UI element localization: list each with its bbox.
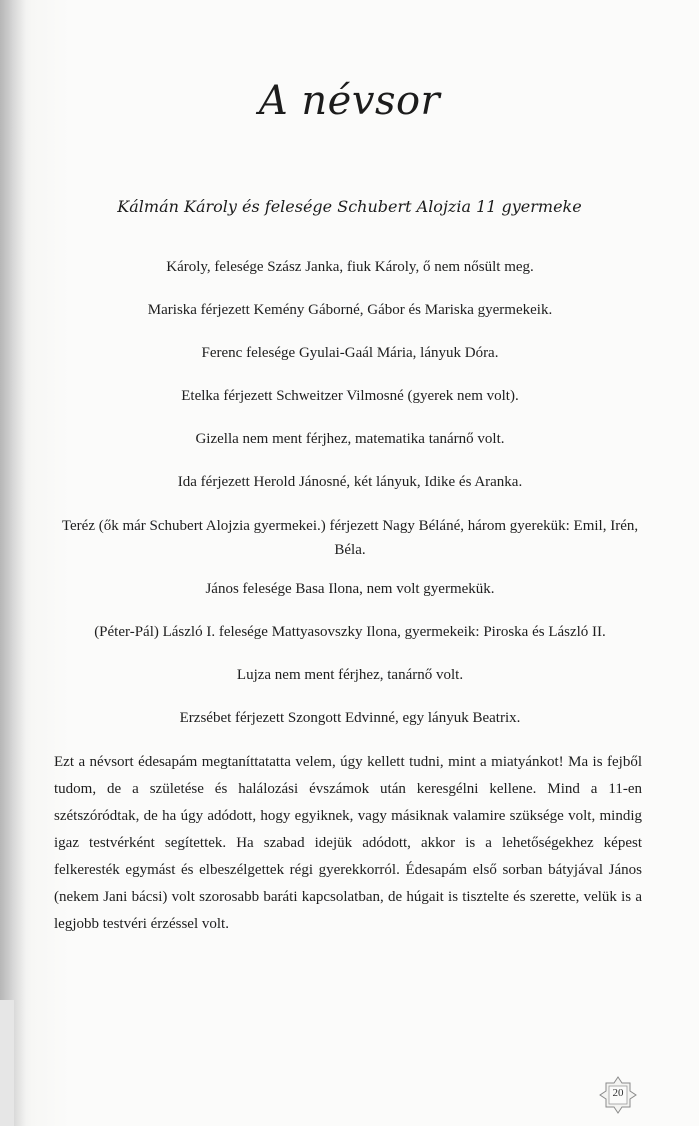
page-subtitle: Kálmán Károly és felesége Schubert Alojzia 11 gyermeke bbox=[117, 197, 582, 216]
name-entry-erzsebet: Erzsébet férjezett Szongott Edvinné, egy lányuk Beatrix. bbox=[179, 710, 521, 726]
name-entry-ida: Ida férjezett Herold Jánosné, két lányuk, Idike és Aranka. bbox=[177, 474, 523, 490]
page-title: A névsor bbox=[258, 78, 441, 124]
name-entry-lujza: Lujza nem ment férjhez, tanárnő volt. bbox=[236, 667, 464, 683]
name-list bbox=[50, 256, 650, 750]
name-entry-laszlo: (Péter-Pál) László I. felesége Mattyasovszky Ilona, gyermekeik: Piroska és László II. bbox=[94, 624, 606, 640]
name-entry-ferenc: Ferenc felesége Gyulai-Gaál Mária, lányuk Dóra. bbox=[201, 345, 499, 361]
name-entry-terez: Teréz (ők már Schubert Alojzia gyermekei.) férjezett Nagy Béláné, három gyerekük: Emil, Irén, Béla. bbox=[61, 518, 639, 558]
name-entry-gizella: Gizella nem ment férjhez, matematika tanárnő volt. bbox=[195, 431, 505, 447]
name-entry-karoly: Károly, felesége Szász Janka, fiuk Károly, ő nem nősült meg. bbox=[166, 259, 534, 275]
page-number: 20 bbox=[612, 1087, 624, 1099]
name-entry-mariska: Mariska férjezett Kemény Gáborné, Gábor és Mariska gyermekeik. bbox=[147, 302, 553, 318]
body-paragraph: Ezt a névsort édesapám megtaníttatatta velem, úgy kellett tudni, mint a miatyánkot! Ma is fejből tudom, de a születése és halálozási évszámok után keresgélni kellene. Mind a 11-en szétszóródtak, de ha úgy adódott, hogy egyiknek, vagy másiknak valamire szüksége volt, mindig igaz testvérként segítettek. Ha szabad idejük adódott, akkor is a lehetőségekhez képest felkeresték egymást és elbeszélgettek régi gyerekkorról. Édesapám első sorban bátyjával János (nekem Jani bácsi) volt szorosabb baráti kapcsolatban, de húgait is tisztelte és szerette, velük is a legjobb testvéri érzéssel volt. bbox=[54, 754, 642, 932]
name-entry-etelka: Etelka férjezett Schweitzer Vilmosné (gyerek nem volt). bbox=[181, 388, 519, 404]
page-edge-shade bbox=[0, 1000, 14, 1126]
page-number-badge bbox=[598, 1075, 638, 1115]
spine-shadow bbox=[0, 0, 26, 1126]
name-entry-janos: János felesége Basa Ilona, nem volt gyermekük. bbox=[205, 581, 495, 597]
